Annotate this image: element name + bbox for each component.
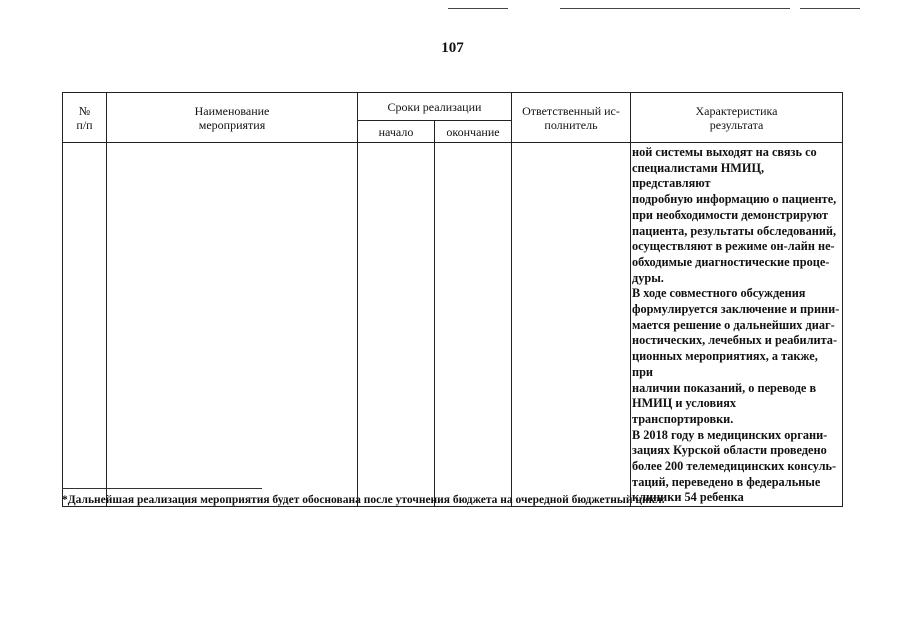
header-responsible: Ответственный ис- полнитель bbox=[512, 93, 631, 143]
header-end: окончание bbox=[435, 121, 512, 143]
header-terms: Сроки реализации bbox=[358, 93, 512, 121]
top-margin-rule bbox=[800, 8, 860, 9]
header-result: Характеристика результата bbox=[631, 93, 843, 143]
cell-activity-name bbox=[107, 143, 358, 507]
top-margin-rule bbox=[448, 8, 508, 9]
cell-responsible bbox=[512, 143, 631, 507]
top-margin-rule bbox=[560, 8, 790, 9]
footnote-rule bbox=[62, 488, 262, 489]
footnote: *Дальнейшая реализация мероприятия будет обоснована после уточнения бюджета на очередной бюджетный цикл. bbox=[62, 494, 665, 506]
cell-number bbox=[63, 143, 107, 507]
page-number: 107 bbox=[441, 40, 464, 56]
header-start: начало bbox=[358, 121, 435, 143]
activities-table bbox=[62, 92, 843, 507]
table-row bbox=[63, 143, 843, 507]
header-number: № п/п bbox=[63, 93, 107, 143]
header-activity-name: Наименование мероприятия bbox=[107, 93, 358, 143]
cell-start bbox=[358, 143, 435, 507]
cell-end bbox=[435, 143, 512, 507]
cell-result bbox=[631, 143, 843, 507]
result-text: ной системы выходят на связь со специалистами НМИЦ, представляют подробную информацию о пациенте, при необходимости демонстрируют пациента, результаты обследований, осуществляют в режиме он-лайн не- обходимые диагностические проце- дуры. В ходе совместного обсуждения формулируется заключение и прини- мается решение о дальнейших диаг- ностических, лечебных и реабилита- ционных мероприятиях, а также, при наличии показаний, о переводе в НМИЦ и условиях транспортировки. В 2018 году в медицинских органи- зациях Курской области проведено более 200 телемедицинских консуль- таций, переведено в федеральные клиники 54 ребенка bbox=[632, 145, 840, 505]
